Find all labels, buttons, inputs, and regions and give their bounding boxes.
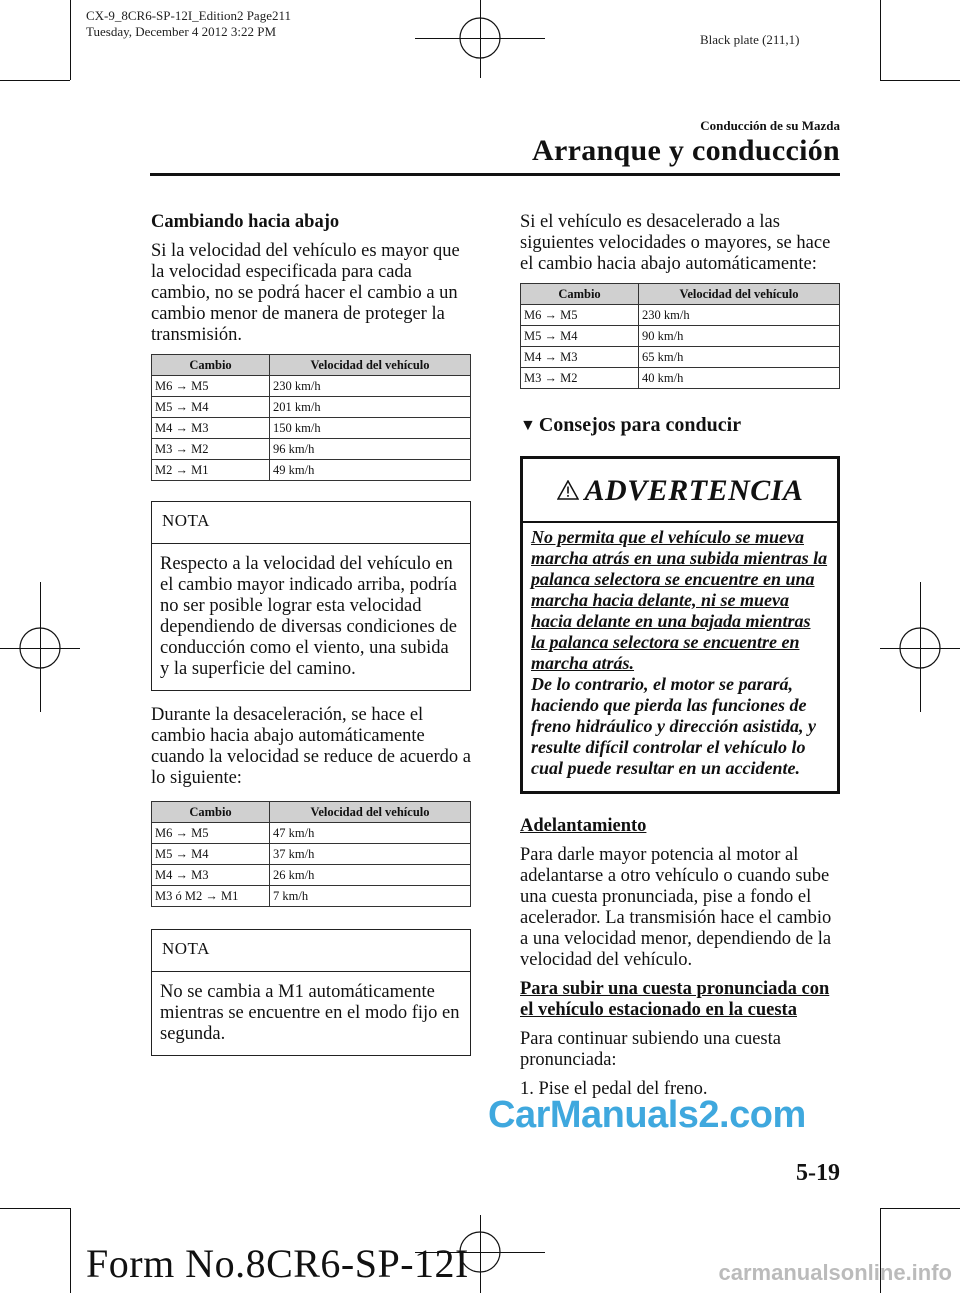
table-cell-gear: M6 → M5 xyxy=(152,376,270,397)
table-cell-speed: 65 km/h xyxy=(639,347,840,368)
note-box-second-gear xyxy=(151,929,471,1056)
table-row xyxy=(152,397,471,418)
note-title: NOTA xyxy=(162,511,210,530)
table-header-gear: Cambio xyxy=(152,355,270,376)
note-text: No se cambia a M1 automáticamente mientras se encuentre en el modo fijo en segunda. xyxy=(160,982,460,1044)
table-cell-speed: 40 km/h xyxy=(639,368,840,389)
auto-downshift-table xyxy=(520,283,840,389)
table-cell-speed: 96 km/h xyxy=(270,439,471,460)
downshift-intro: Si la velocidad del vehículo es mayor que la velocidad especificada para cada cambio, no se podrá hacer el cambio a un cambio menor de manera de proteger la transmisión. xyxy=(151,241,460,345)
section-name: Conducción de su Mazda xyxy=(700,118,840,133)
right-column xyxy=(520,212,840,1108)
table-row xyxy=(521,305,840,326)
table-cell-speed: 201 km/h xyxy=(270,397,471,418)
page-title: Arranque y conducción xyxy=(532,134,840,167)
triangle-down-icon: ▼ xyxy=(520,417,536,434)
table-cell-gear: M4 → M3 xyxy=(521,347,639,368)
watermark-carmanuals2: CarManuals2.com xyxy=(488,1094,806,1136)
table-cell-speed: 26 km/h xyxy=(270,865,471,886)
warning-triangle-icon xyxy=(557,480,579,500)
warning-title: ADVERTENCIA xyxy=(584,473,804,507)
tips-heading xyxy=(520,415,840,436)
registration-mark-top xyxy=(456,14,504,62)
table-cell-speed: 47 km/h xyxy=(270,823,471,844)
print-plate: Black plate (211,1) xyxy=(700,32,800,47)
table-row xyxy=(521,347,840,368)
table-cell-speed: 7 km/h xyxy=(270,886,471,907)
registration-mark-right xyxy=(896,624,944,672)
hill-text: Para continuar subiendo una cuesta pronunciada: xyxy=(520,1029,781,1070)
table-row xyxy=(521,368,840,389)
table-cell-gear: M3 → M2 xyxy=(152,439,270,460)
table-header-speed: Velocidad del vehículo xyxy=(270,355,471,376)
table-cell-gear: M2 → M1 xyxy=(152,460,270,481)
downshift-table xyxy=(151,354,471,481)
auto-downshift-intro: Si el vehículo es desacelerado a las siguientes velocidades o mayores, se hace el cambio hacia abajo automáticamente: xyxy=(520,212,831,274)
table-cell-gear: M4 → M3 xyxy=(152,418,270,439)
overtaking-text: Para darle mayor potencia al motor al adelantarse a otro vehículo o cuando sube una cuesta pronunciada, pise a fondo el acelerador. La transmisión hace el cambio a una velocidad menor, dependiendo de la velocidad del vehículo. xyxy=(520,845,832,970)
print-header-file: CX-9_8CR6-SP-12I_Edition2 Page211 xyxy=(86,8,291,23)
table-cell-speed: 90 km/h xyxy=(639,326,840,347)
table-header-row xyxy=(152,802,471,823)
hill-heading: Para subir una cuesta pronunciada con el vehículo estacionado en la cuesta xyxy=(520,979,830,1020)
deceleration-table xyxy=(151,801,471,907)
warning-text: De lo contrario, el motor se parará, haciendo que pierda las funciones de freno hidráulico y dirección asistida, y resulte difícil controlar el vehículo lo cual puede resultar en un accidente. xyxy=(531,674,816,778)
print-header xyxy=(86,8,291,40)
table-cell-gear: M5 → M4 xyxy=(521,326,639,347)
note-divider xyxy=(152,543,470,544)
warning-header xyxy=(523,459,837,523)
table-header-row xyxy=(521,284,840,305)
warning-box xyxy=(520,456,840,794)
note-box-speed xyxy=(151,501,471,691)
table-cell-gear: M3 ó M2 → M1 xyxy=(152,886,270,907)
table-row xyxy=(152,418,471,439)
step-1: 1. Pise el pedal del freno. xyxy=(520,1079,708,1099)
downshift-heading: Cambiando hacia abajo xyxy=(151,212,340,232)
page-number: 5-19 xyxy=(796,1160,840,1186)
table-cell-gear: M4 → M3 xyxy=(152,865,270,886)
table-cell-speed: 230 km/h xyxy=(639,305,840,326)
warning-underlined-text: No permita que el vehículo se mueva marcha atrás en una subida mientras la palanca selectora se encuentre en una marcha hacia delante, ni se mueva hacia delante en una bajada mientras la palanca selectora se encuentre en marcha atrás. xyxy=(531,527,828,673)
note-text: Respecto a la velocidad del vehículo en el cambio mayor indicado arriba, podría no ser posible lograr esta velocidad dependiendo de diversas condiciones de conducción como el viento, una subida y la superficie del camino. xyxy=(160,554,457,679)
header-rule xyxy=(150,173,840,176)
form-number: Form No.8CR6-SP-12I xyxy=(86,1241,469,1286)
left-column xyxy=(151,212,471,1056)
print-header-date: Tuesday, December 4 2012 3:22 PM xyxy=(86,24,277,39)
table-cell-gear: M5 → M4 xyxy=(152,844,270,865)
table-row xyxy=(152,865,471,886)
table-cell-gear: M6 → M5 xyxy=(521,305,639,326)
table-header-speed: Velocidad del vehículo xyxy=(270,802,471,823)
table-cell-gear: M3 → M2 xyxy=(521,368,639,389)
table-cell-gear: M6 → M5 xyxy=(152,823,270,844)
registration-mark-left xyxy=(16,624,64,672)
table-row xyxy=(152,844,471,865)
table-header-speed: Velocidad del vehículo xyxy=(639,284,840,305)
table-row xyxy=(521,326,840,347)
overtaking-heading: Adelantamiento xyxy=(520,816,647,836)
table-cell-speed: 49 km/h xyxy=(270,460,471,481)
table-header-gear: Cambio xyxy=(521,284,639,305)
note-title: NOTA xyxy=(162,939,210,958)
warning-body xyxy=(523,523,837,791)
table-header-gear: Cambio xyxy=(152,802,270,823)
table-cell-speed: 37 km/h xyxy=(270,844,471,865)
table-header-row xyxy=(152,355,471,376)
table-row xyxy=(152,886,471,907)
table-cell-speed: 150 km/h xyxy=(270,418,471,439)
table-cell-speed: 230 km/h xyxy=(270,376,471,397)
table-cell-gear: M5 → M4 xyxy=(152,397,270,418)
table-row xyxy=(152,376,471,397)
watermark-carmanualsonline: carmanualsonline.info xyxy=(718,1260,952,1285)
table-row xyxy=(152,460,471,481)
deceleration-text: Durante la desaceleración, se hace el cambio hacia abajo automáticamente cuando la velocidad se reduce de acuerdo a lo siguiente: xyxy=(151,705,471,788)
tips-heading-label: Consejos para conducir xyxy=(538,414,742,436)
note-divider xyxy=(152,971,470,972)
table-row xyxy=(152,823,471,844)
table-row xyxy=(152,439,471,460)
